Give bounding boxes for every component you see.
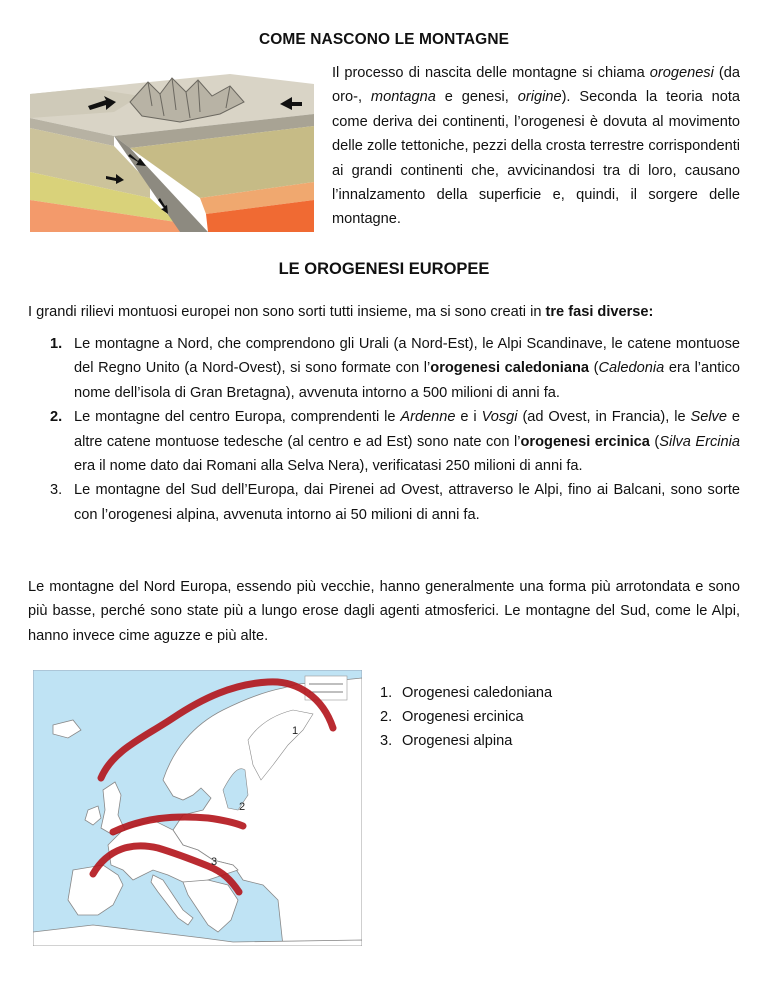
list-item (28, 332, 740, 405)
list-number: 3. (50, 482, 63, 499)
list-item (28, 405, 740, 478)
phases-intro-paragraph (28, 300, 740, 324)
list-italic-text: Selve (690, 409, 727, 426)
list-text: era il nome dato dai Romani alla Selva Nera), verificatasi 250 milioni di anni fa. (74, 458, 583, 475)
list-text: (ad Ovest, in Francia), le (517, 409, 691, 426)
legend-item (380, 729, 552, 753)
list-text: ( (589, 360, 599, 377)
page-title: COME NASCONO LE MONTAGNE (258, 31, 510, 48)
list-italic-text: Caledonia (598, 360, 665, 377)
list-text: ( (649, 433, 660, 450)
section-heading: LE OROGENESI EUROPEE (278, 260, 490, 278)
map-label-1: 1 (292, 725, 299, 737)
map-label-3: 3 (211, 856, 218, 868)
intro-text: ). Seconda la teoria nota come deriva dei continenti, l’orogenesi è dovuta al movimento delle zolle tettoniche, pezzi della crosta terrestre corrispondenti ai grandi continenti che, avvicinandosi tra di loro, causano l’innalzamento della superficie e, quindi, il sorgere delle montagne. (332, 89, 740, 228)
orogeny-list (28, 332, 740, 527)
intro-text: e genesi, (435, 89, 518, 106)
legend-label: Orogenesi ercinica (402, 709, 524, 725)
paragraph-bold-text: tre fasi diverse: (545, 304, 654, 320)
legend-label: Orogenesi alpina (402, 733, 513, 749)
legend-item (380, 705, 552, 729)
list-text: era l’antico nome dell’isola di Gran Bretagna), avvenuta intorno a 500 milioni di anni fa. (74, 360, 740, 401)
list-text: e altre catene montuose tedesche (al centro e ad Est) sono nate con l’ (74, 409, 740, 450)
list-text: Le montagne del Sud dell’Europa, dai Pirenei ad Ovest, attraverso le Alpi, fino ai Balcani, sono sorte con l’orogenesi alpina, avvenuta intorno ai 50 milioni di anni fa. (74, 482, 740, 523)
legend-label: Orogenesi caledoniana (402, 685, 553, 701)
list-number: 2. (50, 409, 63, 426)
list-italic-text: Vosgi (481, 409, 518, 426)
legend-item (380, 681, 552, 705)
intro-paragraph (332, 61, 740, 232)
list-text: Le montagne del centro Europa, comprendenti le (74, 409, 401, 426)
map-legend (380, 681, 552, 753)
intro-text: Il processo di nascita delle montagne si chiama (332, 65, 650, 81)
intro-term-montagna: montagna (370, 89, 436, 106)
intro-term-orogenesi: orogenesi (649, 65, 714, 81)
list-italic-text: Silva Ercinia (659, 433, 741, 450)
intro-text: (da oro-, (332, 65, 740, 106)
list-text: Le montagne a Nord, che comprendono gli Urali (a Nord-Est), le Alpi Scandinave, le catene montuose del Regno Unito (a Nord-Ovest), si sono formate con l’ (74, 336, 740, 377)
map-label-2: 2 (239, 801, 246, 813)
intro-term-origine: origine (517, 89, 562, 106)
list-number: 1. (50, 336, 63, 352)
list-bold-text: orogenesi ercinica (520, 433, 650, 450)
list-bold-text: orogenesi caledoniana (430, 360, 590, 377)
europe-orogeny-map (33, 670, 362, 946)
legend-number: 3. (380, 733, 393, 749)
legend-number: 2. (380, 709, 393, 725)
list-italic-text: Ardenne (400, 409, 456, 426)
legend-number: 1. (380, 685, 393, 701)
list-item (28, 478, 740, 527)
list-text: e i (455, 409, 482, 426)
conclusion-paragraph: Le montagne del Nord Europa, essendo più vecchie, hanno generalmente una forma più arrotondata e sono più basse, perché sono state più a lungo erose dagli agenti atmosferici. Le montagne del Sud, come le Alpi, hanno invece cime aguzze e più alte. (28, 579, 740, 644)
plate-collision-illustration (30, 72, 314, 232)
paragraph-text: I grandi rilievi montuosi europei non sono sorti tutti insieme, ma si sono creati in (28, 304, 546, 320)
